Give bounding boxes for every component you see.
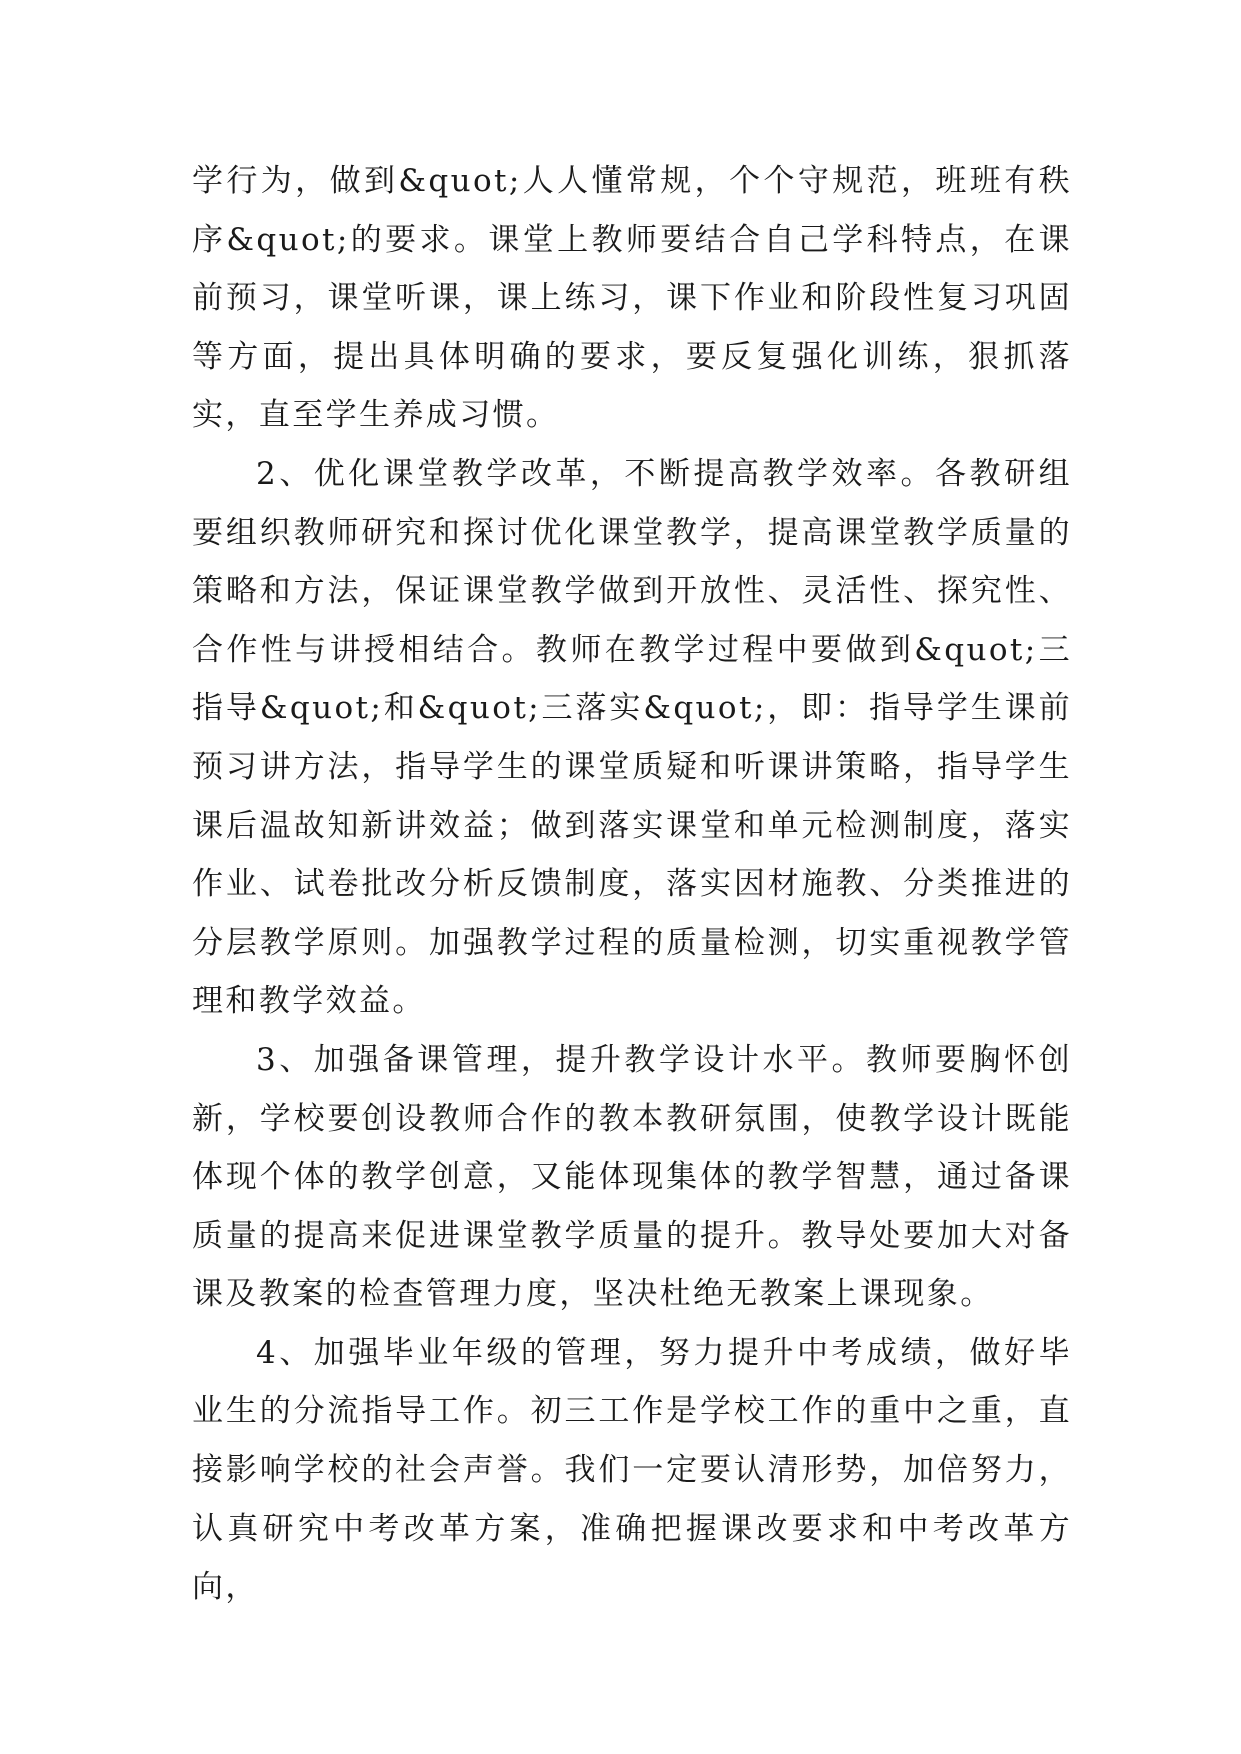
paragraph-2: 2、优化课堂教学改革，不断提高教学效率。各教研组要组织教师研究和探讨优化课堂教学，提高课堂教学质量的策略和方法，保证课堂教学做到开放性、灵活性、探究性、合作性与讲授相结合。教师在教学过程中要做到&quot;三指导&quot;和&quot;三落实&quot;，即：指导学生课前预习讲方法，指导学生的课堂质疑和听课讲策略，指导学生课后温故知新讲效益；做到落实课堂和单元检测制度，落实作业、试卷批改分析反馈制度，落实因材施教、分类推进的分层教学原则。加强教学过程的质量检测，切实重视教学管理和教学效益。 [192,455,1072,1020]
paragraph-1: 学行为，做到&quot;人人懂常规，个个守规范，班班有秩序&quot;的要求。课堂上教师要结合自己学科特点，在课前预习，课堂听课，课上练习，课下作业和阶段性复习巩固等方面，提出具体明确的要求，要反复强化训练，狠抓落实，直至学生养成习惯。 [192,163,1072,434]
paragraph-4: 4、加强毕业年级的管理，努力提升中考成绩，做好毕业生的分流指导工作。初三工作是学校工作的重中之重，直接影响学校的社会声誉。我们一定要认清形势，加倍努力，认真研究中考改革方案，准确把握课改要求和中考改革方向， [192,1334,1072,1606]
paragraph-3: 3、加强备课管理，提升教学设计水平。教师要胸怀创新，学校要创设教师合作的教本教研氛围，使教学设计既能体现个体的教学创意，又能体现集体的教学智慧，通过备课质量的提高来促进课堂教学质量的提升。教导处要加大对备课及教案的检查管理力度，坚决杜绝无教案上课现象。 [192,1041,1072,1313]
document-body [192,152,1072,1617]
